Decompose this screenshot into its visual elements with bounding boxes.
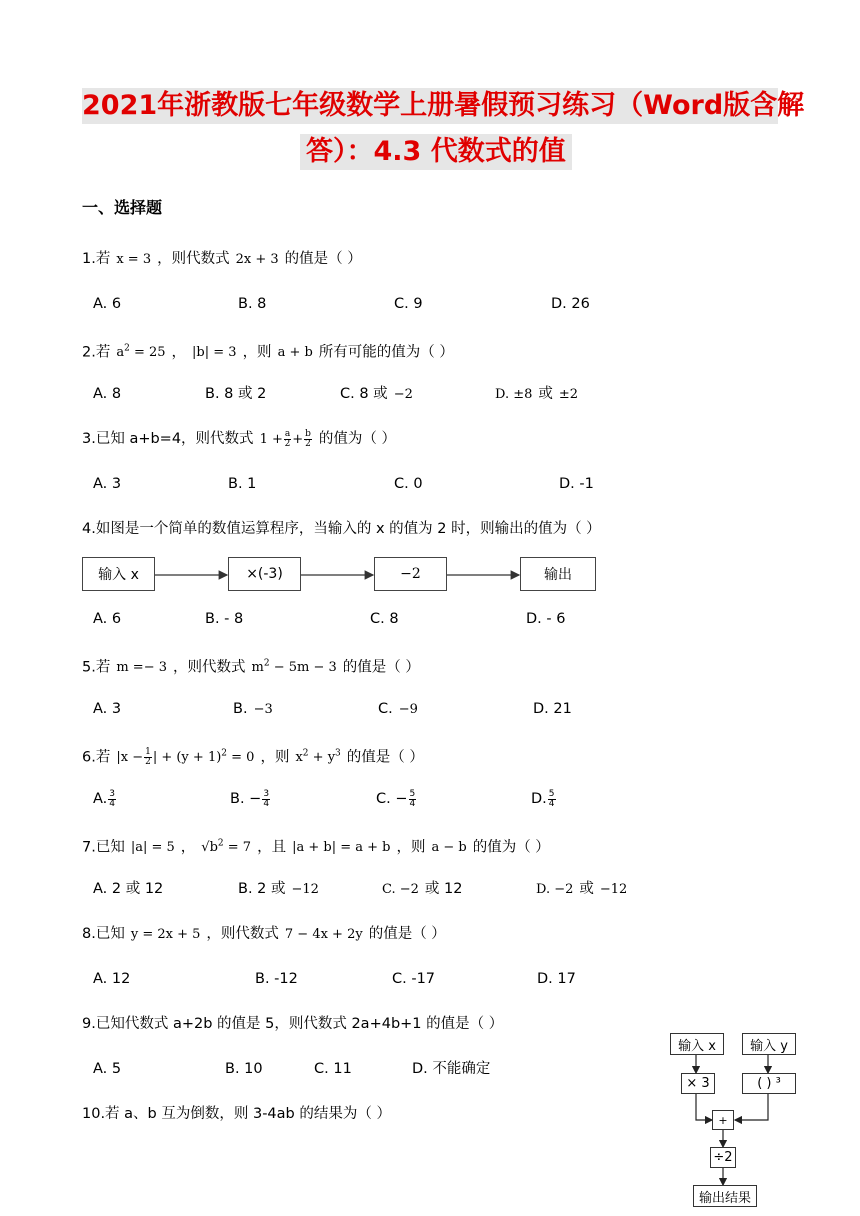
question-3: 3.已知 a+b=4，则代数式 1 + $\frac{a}{2}$ + $\frac{b}{2}$ 的值为（ ） — [82, 429, 397, 449]
q5-option-a: A. 3 — [93, 701, 122, 717]
q9-option-a: A. 5 — [93, 1061, 122, 1077]
question-2: 2.若 $a^2 = 25$ ， |b| = 3 ，则 a + b 所有可能的值为（ ） — [82, 344, 454, 361]
q4-subtract-box: −2 — [374, 557, 447, 591]
q8-option-c: C. -17 — [392, 971, 436, 987]
q1-option-a: A. 6 — [93, 296, 122, 312]
q7-option-c: C. −2 或 12 — [382, 881, 463, 897]
q2-option-b: B. 8 或 2 — [205, 386, 267, 402]
section-heading: 一、选择题 — [82, 198, 163, 217]
q4-option-b: B. - 8 — [205, 611, 244, 627]
question-9: 9.已知代数式 a+2b 的值是 5，则代数式 2a+4b+1 的值是（ ） — [82, 1016, 504, 1032]
q3-option-b: B. 1 — [228, 476, 257, 492]
q1-option-d: D. 26 — [551, 296, 590, 312]
q2-option-d: D. ±8 或 ±2 — [495, 386, 579, 402]
q2-option-a: A. 8 — [93, 386, 122, 402]
question-6: 6.若 |x − $\frac{1}{2}$ | + $(y + 1)^2 = 0$ ，则 $x^2 + y^3$ 的值是（ ） — [82, 747, 424, 768]
q4-option-a: A. 6 — [93, 611, 122, 627]
q6-option-c: C. − $\frac{5}{4}$ — [376, 788, 416, 809]
flow-times-3: × 3 — [681, 1073, 715, 1094]
q7-option-a: A. 2 或 12 — [93, 881, 164, 897]
q5-option-b: B. −3 — [233, 701, 273, 717]
q1-option-c: C. 9 — [394, 296, 423, 312]
question-8: 8.已知 y = 2x + 5 ，则代数式 7 − 4x + 2y 的值是（ ） — [82, 926, 446, 942]
q6-option-b: B. − $\frac{3}{4}$ — [230, 788, 270, 809]
q5-option-d: D. 21 — [533, 701, 572, 717]
q3-option-c: C. 0 — [394, 476, 423, 492]
flow-input-x: 输入 x — [670, 1033, 724, 1055]
flow-divide-2: ÷2 — [710, 1147, 736, 1168]
q3-option-a: A. 3 — [93, 476, 122, 492]
q9-option-b: B. 10 — [225, 1061, 263, 1077]
q4-multiply-box: ×(-3) — [228, 557, 301, 591]
q3-option-d: D. -1 — [559, 476, 594, 492]
q5-option-c: C. −9 — [378, 701, 418, 717]
q9-option-c: C. 11 — [314, 1061, 352, 1077]
question-1: 1.若 x = 3 ，则代数式 2x + 3 的值是（ ） — [82, 251, 362, 267]
q6-option-d: D. $\frac{5}{4}$ — [531, 788, 555, 809]
flow-input-y: 输入 y — [742, 1033, 796, 1055]
flow-plus: + — [712, 1110, 734, 1130]
question-5: 5.若 m =− 3 ，则代数式 $m^2 - 5m - 3$ 的值是（ ） — [82, 659, 420, 676]
q8-option-d: D. 17 — [537, 971, 576, 987]
q7-option-d: D. −2 或 −12 — [536, 881, 628, 897]
q7-option-b: B. 2 或 −12 — [238, 881, 319, 897]
title-line-2: 答）：4.3 代数式的值 — [300, 134, 572, 170]
q8-option-b: B. -12 — [255, 971, 298, 987]
flow-cube: ( ) ³ — [742, 1073, 796, 1094]
question-10: 10.若 a、b 互为倒数，则 3-4ab 的结果为（ ） — [82, 1106, 391, 1122]
q8-option-a: A. 12 — [93, 971, 131, 987]
q4-input-box: 输入 x — [82, 557, 155, 591]
flow-output: 输出结果 — [693, 1185, 757, 1207]
question-7: 7.已知 |a| = 5 ， $√b^2 = 7$ ，且 |a + b| = a + b ，则 a − b 的值为（ ） — [82, 839, 550, 856]
q1-option-b: B. 8 — [238, 296, 267, 312]
q6-option-a: A. $\frac{3}{4}$ — [93, 788, 116, 809]
q4-option-d: D. - 6 — [526, 611, 566, 627]
q4-option-c: C. 8 — [370, 611, 399, 627]
q4-output-box: 输出 — [520, 557, 596, 591]
q2-option-c: C. 8 或 −2 — [340, 386, 413, 402]
q9-option-d: D. 不能确定 — [412, 1061, 491, 1077]
question-4: 4.如图是一个简单的数值运算程序，当输入的 x 的值为 2 时，则输出的值为（ ） — [82, 521, 601, 537]
title-line-1: 2021年浙教版七年级数学上册暑假预习练习（Word版含解 — [82, 88, 778, 124]
